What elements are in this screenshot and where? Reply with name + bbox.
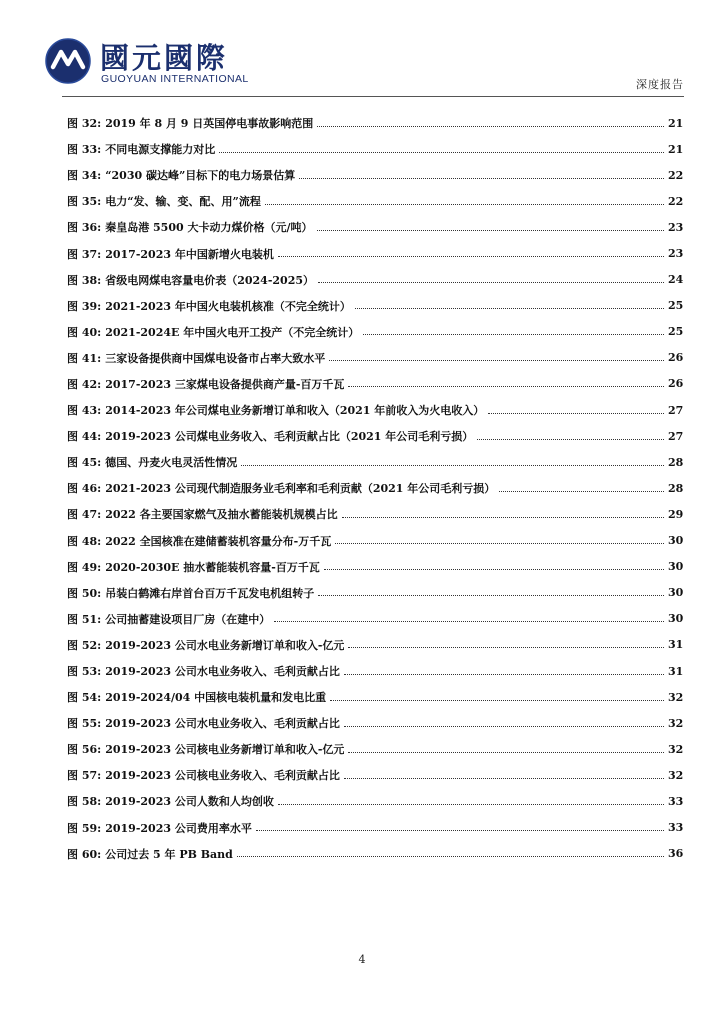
toc-entry-label: 图 45: [67, 456, 102, 470]
toc-entry-page-number: 26 [668, 377, 684, 391]
toc-dot-leader [499, 491, 664, 492]
toc-entry[interactable] [67, 606, 682, 632]
toc-entry[interactable] [67, 188, 682, 214]
toc-entry-label: 图 57: [67, 769, 102, 783]
toc-entry-page-number: 32 [668, 716, 684, 730]
toc-entry-title: 2021-2024E 年中国火电开工投产（不完全统计） [105, 325, 360, 339]
toc-entry-label: 图 34: [67, 169, 102, 183]
toc-entry[interactable] [67, 658, 682, 684]
toc-dot-leader [363, 334, 664, 335]
brand-name-chinese: 國元國際 [100, 41, 229, 75]
toc-entry-title: 吊装白鹤滩右岸首台百万千瓦发电机组转子 [105, 586, 315, 600]
toc-entry-title: 2019 年 8 月 9 日英国停电事故影响范围 [105, 117, 314, 131]
toc-entry[interactable] [67, 684, 682, 710]
toc-dot-leader [344, 778, 664, 779]
toc-entry-title: 2021-2023 年中国火电装机核准（不完全统计） [105, 299, 351, 313]
toc-dot-leader [335, 543, 664, 544]
toc-dot-leader [265, 204, 664, 205]
toc-entry-label: 图 47: [67, 508, 102, 522]
toc-entry[interactable] [67, 423, 682, 449]
toc-entry[interactable] [67, 788, 682, 814]
toc-entry-title: 2019-2023 公司核电业务新增订单和收入-亿元 [105, 743, 345, 757]
toc-entry-label: 图 55: [67, 717, 102, 731]
toc-entry-page-number: 30 [668, 560, 684, 574]
toc-entry[interactable] [67, 240, 682, 266]
toc-entry[interactable] [67, 162, 682, 188]
toc-entry-label: 图 58: [67, 795, 102, 809]
toc-entry-page-number: 30 [668, 612, 684, 626]
toc-entry-title: 2019-2023 公司水电业务收入、毛利贡献占比 [105, 665, 340, 679]
toc-entry-title: “2030 碳达峰”目标下的电力场景估算 [105, 169, 296, 183]
toc-entry-title: 不同电源支撑能力对比 [105, 143, 216, 157]
toc-entry-title: 2019-2023 公司水电业务收入、毛利贡献占比 [105, 717, 340, 731]
toc-entry[interactable] [67, 293, 682, 319]
toc-entry[interactable] [67, 449, 682, 475]
toc-entry-page-number: 32 [668, 690, 684, 704]
toc-entry-label: 图 52: [67, 638, 102, 652]
toc-entry-title: 省级电网煤电容量电价表（2024-2025） [105, 273, 314, 287]
toc-entry-label: 图 41: [67, 351, 102, 365]
toc-entry-label: 图 42: [67, 377, 102, 391]
toc-entry-page-number: 28 [668, 455, 684, 469]
toc-entry-page-number: 30 [668, 534, 684, 548]
toc-entry-label: 图 48: [67, 534, 102, 548]
toc-dot-leader [256, 830, 664, 831]
toc-entry[interactable] [67, 710, 682, 736]
toc-dot-leader [488, 413, 664, 414]
toc-entry-label: 图 54: [67, 691, 102, 705]
page-number: 4 [358, 953, 366, 966]
toc-entry-page-number: 21 [668, 142, 684, 156]
page-header [0, 0, 724, 100]
toc-entry-page-number: 36 [668, 847, 684, 861]
toc-entry[interactable] [67, 319, 682, 345]
toc-entry-page-number: 32 [668, 768, 684, 782]
toc-dot-leader [274, 621, 664, 622]
report-type-label: 深度报告 [636, 78, 684, 91]
toc-entry-title: 2019-2023 公司人数和人均创收 [105, 795, 274, 809]
toc-entry-label: 图 50: [67, 586, 102, 600]
toc-dot-leader [241, 465, 664, 466]
toc-entry-page-number: 27 [668, 429, 684, 443]
toc-entry-label: 图 44: [67, 430, 102, 444]
toc-dot-leader [317, 126, 664, 127]
toc-entry-page-number: 21 [668, 116, 684, 130]
toc-entry-page-number: 24 [668, 273, 684, 287]
toc-entry-title: 秦皇岛港 5500 大卡动力煤价格（元/吨） [105, 221, 313, 235]
toc-entry[interactable] [67, 475, 682, 501]
toc-dot-leader [278, 256, 664, 257]
toc-entry-title: 2019-2023 公司核电业务收入、毛利贡献占比 [105, 769, 340, 783]
toc-entry-page-number: 27 [668, 403, 684, 417]
toc-dot-leader [348, 647, 664, 648]
toc-entry-page-number: 33 [668, 821, 684, 835]
toc-entry-title: 2017-2023 年中国新增火电装机 [105, 247, 274, 261]
toc-entry-label: 图 46: [67, 482, 102, 496]
toc-entry-page-number: 25 [668, 299, 684, 313]
toc-entry-title: 2021-2023 公司现代制造服务业毛利率和毛利贡献（2021 年公司毛利亏损） [105, 482, 496, 496]
toc-entry-title: 2017-2023 三家煤电设备提供商产量-百万千瓦 [105, 377, 345, 391]
toc-entry-label: 图 59: [67, 821, 102, 835]
toc-dot-leader [324, 569, 664, 570]
toc-entry-label: 图 56: [67, 743, 102, 757]
toc-dot-leader [355, 308, 664, 309]
toc-dot-leader [237, 856, 664, 857]
toc-entry-label: 图 53: [67, 665, 102, 679]
toc-entry-title: 公司过去 5 年 PB Band [105, 847, 233, 861]
toc-entry[interactable] [67, 110, 682, 136]
toc-dot-leader [344, 674, 664, 675]
toc-entry-page-number: 25 [668, 325, 684, 339]
toc-entry-label: 图 38: [67, 273, 102, 287]
toc-entry-page-number: 22 [668, 168, 684, 182]
toc-entry-page-number: 32 [668, 742, 684, 756]
header-divider [62, 96, 684, 97]
toc-entry-title: 2019-2023 公司水电业务新增订单和收入-亿元 [105, 638, 345, 652]
toc-entry-title: 2014-2023 年公司煤电业务新增订单和收入（2021 年前收入为火电收入） [105, 404, 485, 418]
toc-entry-page-number: 29 [668, 507, 684, 521]
toc-dot-leader [299, 178, 664, 179]
toc-entry-title: 2019-2023 公司费用率水平 [105, 821, 252, 835]
toc-dot-leader [348, 752, 664, 753]
toc-dot-leader [318, 282, 664, 283]
toc-entry-title: 德国、丹麦火电灵活性情况 [105, 456, 238, 470]
toc-entry-page-number: 22 [668, 194, 684, 208]
toc-entry[interactable] [67, 371, 682, 397]
toc-entry-page-number: 30 [668, 586, 684, 600]
toc-entry-label: 图 32: [67, 117, 102, 131]
toc-entry-title: 三家设备提供商中国煤电设备市占率大致水平 [105, 351, 326, 365]
toc-entry-title: 2022 各主要国家燃气及抽水蓄能装机规模占比 [105, 508, 338, 522]
toc-entry[interactable] [67, 762, 682, 788]
toc-entry-label: 图 33: [67, 143, 102, 157]
toc-dot-leader [348, 386, 664, 387]
toc-entry[interactable] [67, 632, 682, 658]
toc-entry[interactable] [67, 815, 682, 841]
toc-entry-page-number: 33 [668, 794, 684, 808]
toc-entry-title: 2019-2024/04 中国核电装机量和发电比重 [105, 691, 327, 705]
toc-entry[interactable] [67, 136, 682, 162]
table-of-figures [67, 110, 682, 867]
toc-entry[interactable] [67, 736, 682, 762]
toc-dot-leader [477, 439, 664, 440]
toc-entry[interactable] [67, 501, 682, 527]
toc-entry-page-number: 31 [668, 638, 684, 652]
toc-dot-leader [330, 700, 664, 701]
toc-dot-leader [317, 230, 665, 231]
toc-entry-label: 图 39: [67, 299, 102, 313]
toc-entry-label: 图 37: [67, 247, 102, 261]
toc-dot-leader [342, 517, 664, 518]
toc-entry-page-number: 26 [668, 351, 684, 365]
toc-entry[interactable] [67, 267, 682, 293]
brand-name-english: GUOYUAN INTERNATIONAL [101, 73, 249, 85]
toc-entry[interactable] [67, 554, 682, 580]
toc-entry-label: 图 40: [67, 325, 102, 339]
toc-entry[interactable] [67, 214, 682, 240]
toc-entry-page-number: 23 [668, 220, 684, 234]
toc-dot-leader [278, 804, 664, 805]
toc-entry-title: 2019-2023 公司煤电业务收入、毛利贡献占比（2021 年公司毛利亏损） [105, 430, 474, 444]
toc-entry-label: 图 36: [67, 221, 102, 235]
toc-entry[interactable] [67, 528, 682, 554]
toc-entry[interactable] [67, 345, 682, 371]
toc-entry-title: 公司抽蓄建设项目厂房（在建中） [105, 612, 271, 626]
toc-entry-page-number: 28 [668, 481, 684, 495]
toc-dot-leader [219, 152, 664, 153]
toc-dot-leader [344, 726, 664, 727]
toc-entry-title: 2022 全国核准在建储蓄装机容量分布-万千瓦 [105, 534, 332, 548]
toc-entry-label: 图 51: [67, 612, 102, 626]
toc-dot-leader [318, 595, 664, 596]
toc-entry-label: 图 35: [67, 195, 102, 209]
toc-entry-title: 电力“发、输、变、配、用”流程 [105, 195, 261, 209]
toc-entry[interactable] [67, 580, 682, 606]
toc-entry-title: 2020-2030E 抽水蓄能装机容量-百万千瓦 [105, 560, 320, 574]
toc-entry-label: 图 60: [67, 847, 102, 861]
toc-dot-leader [329, 360, 664, 361]
toc-entry-label: 图 49: [67, 560, 102, 574]
toc-entry-label: 图 43: [67, 404, 102, 418]
guoyuan-logo-icon [44, 37, 92, 85]
toc-entry[interactable] [67, 397, 682, 423]
toc-entry-page-number: 23 [668, 247, 684, 261]
toc-entry-page-number: 31 [668, 664, 684, 678]
toc-entry[interactable] [67, 841, 682, 867]
